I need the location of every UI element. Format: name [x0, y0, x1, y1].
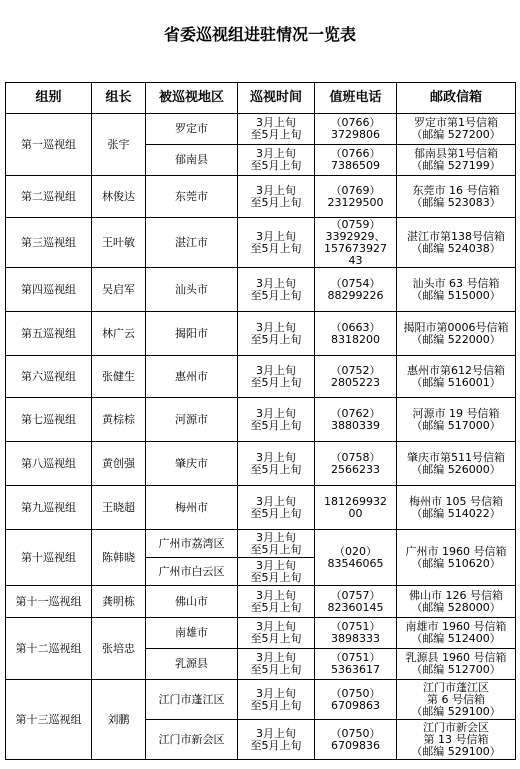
table-row — [6, 586, 516, 618]
area-cell: 郁南县 — [146, 145, 238, 176]
table-row — [6, 114, 516, 145]
area-cell: 南雄市 — [146, 618, 238, 649]
area-cell: 湛江市 — [146, 218, 238, 268]
header-row — [6, 83, 516, 114]
mail-cell: 南雄市 1960 号信箱 （邮编 512400） — [397, 618, 516, 649]
time-cell: 3月上旬 至5月上旬 — [238, 720, 315, 760]
area-cell: 广州市白云区 — [146, 558, 238, 586]
phone-cell: （0759） 3392929、 157673927 43 — [315, 218, 397, 268]
table-row — [6, 176, 516, 218]
phone-cell: （0754） 88299226 — [315, 268, 397, 312]
leader-cell: 刘鹏 — [92, 680, 146, 760]
table-row — [6, 680, 516, 720]
area-cell: 梅州市 — [146, 486, 238, 530]
leader-cell: 龚明栋 — [92, 586, 146, 618]
group-cell: 第七巡视组 — [6, 398, 92, 442]
phone-cell: （0752） 2805223 — [315, 356, 397, 398]
group-cell: 第三巡视组 — [6, 218, 92, 268]
area-cell: 佛山市 — [146, 586, 238, 618]
phone-cell: （0751） 5363617 — [315, 649, 397, 680]
table-row — [6, 618, 516, 649]
time-cell: 3月上旬 至5月上旬 — [238, 442, 315, 486]
time-cell: 3月上旬 至5月上旬 — [238, 218, 315, 268]
group-cell: 第四巡视组 — [6, 268, 92, 312]
leader-cell: 吴启军 — [92, 268, 146, 312]
mail-cell: 河源市 19 号信箱 （邮编 517000） — [397, 398, 516, 442]
area-cell: 广州市荔湾区 — [146, 530, 238, 558]
table-row — [6, 356, 516, 398]
group-cell: 第十三巡视组 — [6, 680, 92, 760]
leader-cell: 王叶敏 — [92, 218, 146, 268]
leader-cell: 林俊达 — [92, 176, 146, 218]
leader-cell: 陈韩晓 — [92, 530, 146, 586]
time-cell: 3月上旬 至5月上旬 — [238, 649, 315, 680]
table-row — [6, 398, 516, 442]
phone-cell: （0757） 82360145 — [315, 586, 397, 618]
phone-cell: （0769） 23129500 — [315, 176, 397, 218]
time-cell: 3月上旬 至5月上旬 — [238, 398, 315, 442]
header-group: 组别 — [6, 83, 92, 114]
group-cell: 第二巡视组 — [6, 176, 92, 218]
area-cell: 河源市 — [146, 398, 238, 442]
leader-cell: 张宇 — [92, 114, 146, 176]
phone-cell: 181269932 00 — [315, 486, 397, 530]
time-cell: 3月上旬 至5月上旬 — [238, 312, 315, 356]
area-cell: 东莞市 — [146, 176, 238, 218]
mail-cell: 汕头市 63 号信箱 （邮编 515000） — [397, 268, 516, 312]
area-cell: 汕头市 — [146, 268, 238, 312]
phone-cell: （0750） 6709863 — [315, 680, 397, 720]
phone-cell: （0758） 2566233 — [315, 442, 397, 486]
group-cell: 第六巡视组 — [6, 356, 92, 398]
table-row — [6, 312, 516, 356]
area-cell: 江门市蓬江区 — [146, 680, 238, 720]
area-cell: 揭阳市 — [146, 312, 238, 356]
phone-cell: （0751） 3898333 — [315, 618, 397, 649]
mail-cell: 梅州市 105 号信箱 （邮编 514022） — [397, 486, 516, 530]
group-cell: 第八巡视组 — [6, 442, 92, 486]
mail-cell: 惠州市第612号信箱 （邮编 516001） — [397, 356, 516, 398]
group-cell: 第十二巡视组 — [6, 618, 92, 680]
mail-cell: 乳源县 1960 号信箱 （邮编 512700） — [397, 649, 516, 680]
phone-cell: （0766） 3729806 — [315, 114, 397, 145]
mail-cell: 湛江市第138号信箱 （邮编 524038） — [397, 218, 516, 268]
table-row — [6, 486, 516, 530]
header-time: 巡视时间 — [238, 83, 315, 114]
area-cell: 江门市新会区 — [146, 720, 238, 760]
mail-cell: 郁南县第1号信箱 （邮编 527199） — [397, 145, 516, 176]
group-cell: 第一巡视组 — [6, 114, 92, 176]
phone-cell: （0750） 6709836 — [315, 720, 397, 760]
group-cell: 第十巡视组 — [6, 530, 92, 586]
phone-cell: （0766） 7386509 — [315, 145, 397, 176]
time-cell: 3月上旬 至5月上旬 — [238, 558, 315, 586]
area-cell: 乳源县 — [146, 649, 238, 680]
time-cell: 3月上旬 至5月上旬 — [238, 530, 315, 558]
leader-cell: 黄棕棕 — [92, 398, 146, 442]
group-cell: 第十一巡视组 — [6, 586, 92, 618]
inspection-table — [5, 82, 516, 760]
time-cell: 3月上旬 至5月上旬 — [238, 268, 315, 312]
leader-cell: 张健生 — [92, 356, 146, 398]
table-row — [6, 268, 516, 312]
phone-cell: （0663） 8318200 — [315, 312, 397, 356]
mail-cell: 罗定市第1号信箱 （邮编 527200） — [397, 114, 516, 145]
header-phone: 值班电话 — [315, 83, 397, 114]
area-cell: 肇庆市 — [146, 442, 238, 486]
time-cell: 3月上旬 至5月上旬 — [238, 356, 315, 398]
leader-cell: 张培忠 — [92, 618, 146, 680]
table-row — [6, 442, 516, 486]
table-row — [6, 530, 516, 558]
time-cell: 3月上旬 至5月上旬 — [238, 176, 315, 218]
leader-cell: 王晓超 — [92, 486, 146, 530]
time-cell: 3月上旬 至5月上旬 — [238, 486, 315, 530]
leader-cell: 黄创强 — [92, 442, 146, 486]
leader-cell: 林广云 — [92, 312, 146, 356]
mail-cell: 广州市 1960 号信箱 （邮编 510620） — [397, 530, 516, 586]
time-cell: 3月上旬 至5月上旬 — [238, 145, 315, 176]
group-cell: 第五巡视组 — [6, 312, 92, 356]
area-cell: 惠州市 — [146, 356, 238, 398]
time-cell: 3月上旬 至5月上旬 — [238, 114, 315, 145]
time-cell: 3月上旬 至5月上旬 — [238, 680, 315, 720]
mail-cell: 江门市新会区 第 13 号信箱 （邮编 529100） — [397, 720, 516, 760]
phone-cell: （0762） 3880339 — [315, 398, 397, 442]
mail-cell: 揭阳市第0006号信箱 （邮编 522000） — [397, 312, 516, 356]
mail-cell: 肇庆市第511号信箱 （邮编 526000） — [397, 442, 516, 486]
header-area: 被巡视地区 — [146, 83, 238, 114]
table-row — [6, 218, 516, 268]
page-title: 省委巡视组进驻情况一览表 — [163, 25, 356, 44]
area-cell: 罗定市 — [146, 114, 238, 145]
time-cell: 3月上旬 至5月上旬 — [238, 586, 315, 618]
group-cell: 第九巡视组 — [6, 486, 92, 530]
header-leader: 组长 — [92, 83, 146, 114]
header-mail: 邮政信箱 — [397, 83, 516, 114]
mail-cell: 佛山市 126 号信箱 （邮编 528000） — [397, 586, 516, 618]
phone-cell: （020） 83546065 — [315, 530, 397, 586]
time-cell: 3月上旬 至5月上旬 — [238, 618, 315, 649]
mail-cell: 东莞市 16 号信箱 （邮编 523083） — [397, 176, 516, 218]
mail-cell: 江门市蓬江区 第 6 号信箱 （邮编 529100） — [397, 680, 516, 720]
